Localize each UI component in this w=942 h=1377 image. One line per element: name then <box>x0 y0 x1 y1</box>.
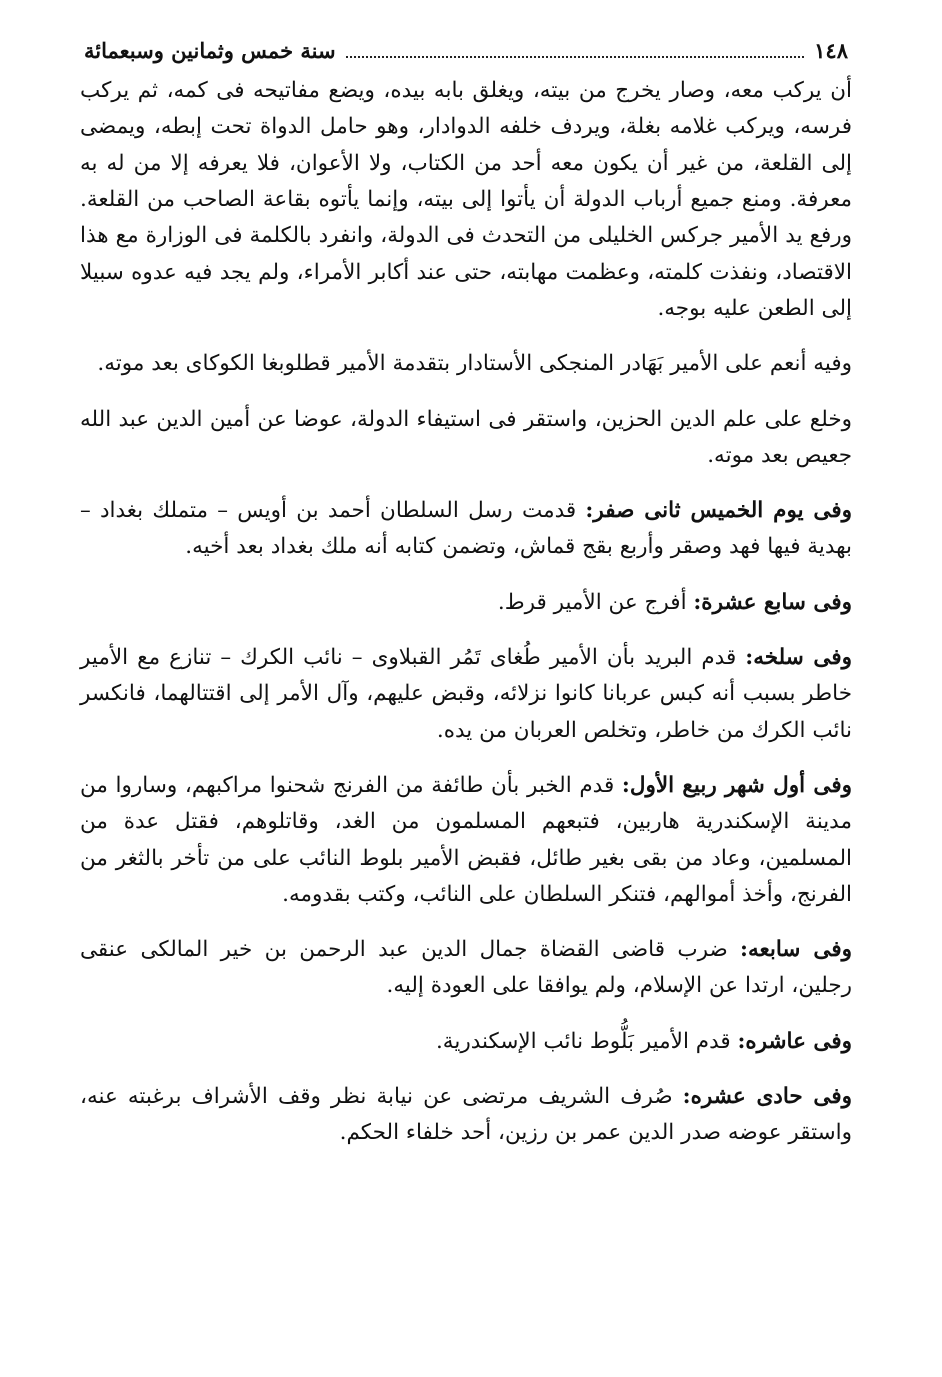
paragraph-lead: وفى حادى عشره: <box>682 1084 852 1110</box>
header-dotted-rule <box>346 44 805 58</box>
paragraph-text: قدمت رسل السلطان أحمد بن أويس – متملك بغداد – بهدية فيها فهد وصقر وأربع بقج قماش، وتضمن كتابه أنه ملك بغداد بعد أخيه. <box>80 498 852 560</box>
running-title: سنة خمس وثمانين وسبعمائة <box>84 38 336 63</box>
paragraph-8 <box>80 932 852 1005</box>
paragraph-lead: وفى أول شهر ربيع الأول: <box>621 772 852 798</box>
paragraph-text: قدم الأمير بَلُّوط نائب الإسكندرية. <box>435 1028 738 1054</box>
paragraph-text: وفيه أنعم على الأمير بَهَادر المنجكى الأستادار بتقدمة الأمير قطلوبغا الكوكاى بعد موته. <box>97 351 852 377</box>
paragraph-text: ضرب قاضى القضاة جمال الدين عبد الرحمن بن خير المالكى عنقى رجلين، ارتدا عن الإسلام، ولم يوافقا على العودة إليه. <box>80 937 852 999</box>
paragraph-lead: وفى سابع عشرة: <box>693 589 852 615</box>
paragraph-text: أفرج عن الأمير قرط. <box>497 589 694 615</box>
page-number: ١٤٨ <box>814 38 848 63</box>
paragraph-7 <box>80 768 852 913</box>
paragraph-lead: وفى سلخه: <box>745 645 852 671</box>
page-header <box>80 38 852 63</box>
paragraph-5 <box>80 585 852 621</box>
paragraph-lead: وفى يوم الخميس ثانى صفر: <box>585 498 853 524</box>
paragraph-text: وخلع على علم الدين الحزين، واستقر فى استيفاء الدولة، عوضا عن أمين الدين عبد الله جعيص بعد موته. <box>80 406 852 468</box>
page-body <box>80 73 852 1151</box>
paragraph-text: أن يركب معه، وصار يخرج من بيته، ويغلق بابه بيده، ويضع مفاتيحه فى كمه، ثم يركب فرسه، ويركب غلامه بغلة، ويردف خلفه الدوادار، وهو حامل الدواة تحت إبطه، ويمضى إلى القلعة، من غير أن يكون معه أحد من الكتاب، ولا الأعوان، فلا يعرفه إلا من له به معرفة. ومنع جميع أرباب الدولة أن يأتوا إلى بيته، وإنما يأتوه بقاعة الصاحب من القلعة. ورفع يد الأمير جركس الخليلى من التحدث فى الدولة، وانفرد بالكلمة فى الوزارة مع هذا الاقتصاد، ونفذت كلمته، وعظمت مهابته، حتى عند أكابر الأمراء، ولم يجد فيه عدوه سبيلا إلى الطعن عليه بوجه. <box>80 78 852 321</box>
paragraph-lead: وفى سابعه: <box>740 937 853 963</box>
paragraph-4 <box>80 493 852 566</box>
paragraph-text: قدم الخبر بأن طائفة من الفرنج شحنوا مراكبهم، وساروا من مدينة الإسكندرية هاربين، فتبعهم المسلمون من الغد، وقاتلوهم، فقتل عدة من المسلمين، وعاد من بقى بغير طائل، فقبض الأمير بلوط النائب على من تأخر بالثغر من الفرنج، وأخذ أموالهم، فتنكر السلطان على النائب، وكتب بقدومه. <box>80 772 852 907</box>
paragraph-text: صُرف الشريف مرتضى عن نيابة نظر وقف الأشراف برغبته عنه، واستقر عوضه صدر الدين عمر بن رزين، أحد خلفاء الحكم. <box>80 1084 852 1146</box>
paragraph-2 <box>80 346 852 382</box>
paragraph-10 <box>80 1079 852 1152</box>
paragraph-6 <box>80 640 852 749</box>
paragraph-9 <box>80 1024 852 1060</box>
paragraph-text: قدم البريد بأن الأمير طُغاى تَمُر القبلاوى – نائب الكرك – تنازع مع الأمير خاطر بسبب أنه كبس عربانا كانوا نزلائه، وقبض عليهم، وآل الأمر إلى اقتتالهما، فانكسر نائب الكرك من خاطر، وتخلص العربان من يده. <box>80 645 852 743</box>
paragraph-3 <box>80 402 852 475</box>
paragraph-1 <box>80 73 852 327</box>
paragraph-lead: وفى عاشره: <box>737 1028 852 1054</box>
